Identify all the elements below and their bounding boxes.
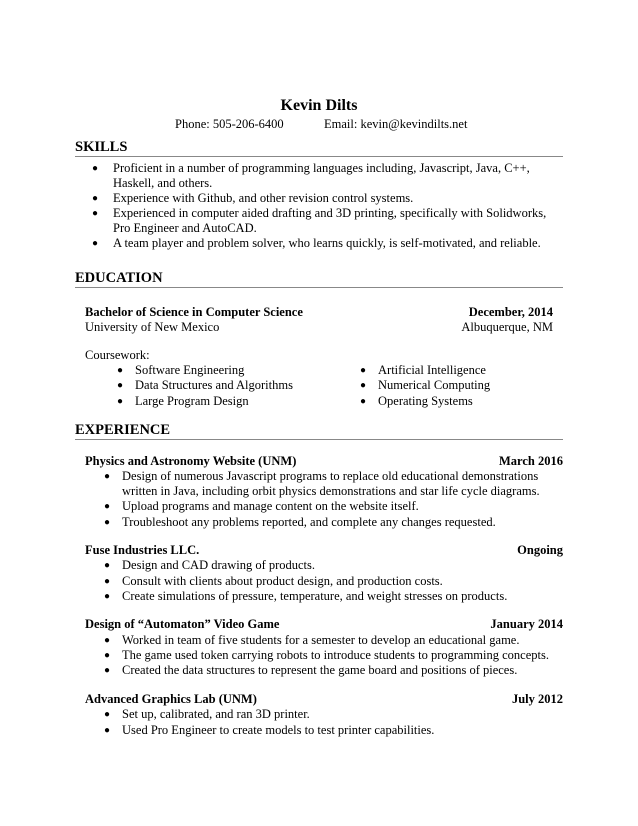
bullet-icon: ● (104, 709, 111, 720)
job-title: Design of “Automaton” Video Game (85, 617, 280, 631)
job-date: January 2014 (490, 617, 563, 631)
job-bullet-text: Upload programs and manage content on the website itself. (122, 499, 419, 513)
job-bullet-text: Create simulations of pressure, temperature, and weight stresses on products. (122, 589, 508, 603)
job-bullet-text: Troubleshoot any problems reported, and complete any changes requested. (122, 515, 496, 529)
phone-number: Phone: 505-206-6400 (175, 117, 284, 131)
bullet-icon: ● (117, 396, 124, 407)
school-location: Albuquerque, NM (461, 320, 553, 334)
skill-text-line: Pro Engineer and AutoCAD. (113, 221, 257, 235)
skill-text-line: A team player and problem solver, who learns quickly, is self-motivated, and reliable. (113, 236, 541, 250)
bullet-icon: ● (92, 238, 99, 249)
job-date: July 2012 (511, 692, 563, 706)
job-date: March 2016 (499, 454, 563, 468)
degree-date: December, 2014 (468, 305, 553, 319)
job-bullet-text: Design and CAD drawing of products. (122, 558, 316, 572)
bullet-icon: ● (104, 725, 111, 736)
bullet-icon: ● (104, 560, 111, 571)
education-heading: EDUCATION (75, 270, 163, 286)
course-item: Operating Systems (378, 394, 473, 408)
email-address: Email: kevin@kevindilts.net (324, 117, 468, 131)
skills-heading: SKILLS (75, 139, 128, 155)
course-item: Software Engineering (135, 363, 245, 377)
course-item: Artificial Intelligence (378, 363, 486, 377)
education-divider (75, 287, 563, 288)
skill-text-line: Haskell, and others. (113, 176, 213, 190)
bullet-icon: ● (92, 163, 99, 174)
bullet-icon: ● (117, 365, 124, 376)
bullet-icon: ● (104, 576, 111, 587)
course-item: Large Program Design (135, 394, 249, 408)
job-bullet-text: Consult with clients about product design, and production costs. (122, 574, 443, 588)
job-title: Fuse Industries LLC. (85, 543, 200, 557)
bullet-icon: ● (104, 501, 111, 512)
degree-title: Bachelor of Science in Computer Science (85, 305, 303, 319)
bullet-icon: ● (104, 650, 111, 661)
bullet-icon: ● (360, 396, 367, 407)
job-title: Advanced Graphics Lab (UNM) (85, 692, 257, 706)
experience-heading: EXPERIENCE (75, 422, 171, 438)
bullet-icon: ● (104, 591, 111, 602)
bullet-icon: ● (104, 517, 111, 528)
bullet-icon: ● (92, 193, 99, 204)
bullet-icon: ● (104, 665, 111, 676)
job-bullet-text: Set up, calibrated, and ran 3D printer. (122, 707, 310, 721)
job-bullet-text: Worked in team of five students for a semester to develop an educational game. (122, 633, 520, 647)
job-bullet-text: written in Java, including orbit physics demonstrations and star life cycle diagrams. (122, 484, 540, 498)
bullet-icon: ● (104, 635, 111, 646)
course-item: Data Structures and Algorithms (135, 378, 293, 392)
skills-divider (75, 156, 563, 157)
resume-name: Kevin Dilts (280, 97, 358, 114)
bullet-icon: ● (117, 380, 124, 391)
job-bullet-text: Design of numerous Javascript programs to replace old educational demonstrations (122, 469, 539, 483)
course-item: Numerical Computing (378, 378, 491, 392)
job-date: Ongoing (517, 543, 563, 557)
skill-text-line: Experience with Github, and other revision control systems. (113, 191, 414, 205)
bullet-icon: ● (360, 365, 367, 376)
skill-text-line: Experienced in computer aided drafting and 3D printing, specifically with Solidworks, (113, 206, 547, 220)
job-bullet-text: The game used token carrying robots to introduce students to programming concepts. (122, 648, 549, 662)
skill-text-line: Proficient in a number of programming languages including, Javascript, Java, C++, (113, 161, 530, 175)
job-bullet-text: Created the data structures to represent the game board and positions of pieces. (122, 663, 518, 677)
job-bullet-text: Used Pro Engineer to create models to test printer capabilities. (122, 723, 435, 737)
bullet-icon: ● (360, 380, 367, 391)
bullet-icon: ● (104, 471, 111, 482)
job-title: Physics and Astronomy Website (UNM) (85, 454, 297, 468)
school-name: University of New Mexico (85, 320, 220, 334)
experience-divider (75, 439, 563, 440)
bullet-icon: ● (92, 208, 99, 219)
coursework-label: Coursework: (85, 348, 150, 362)
